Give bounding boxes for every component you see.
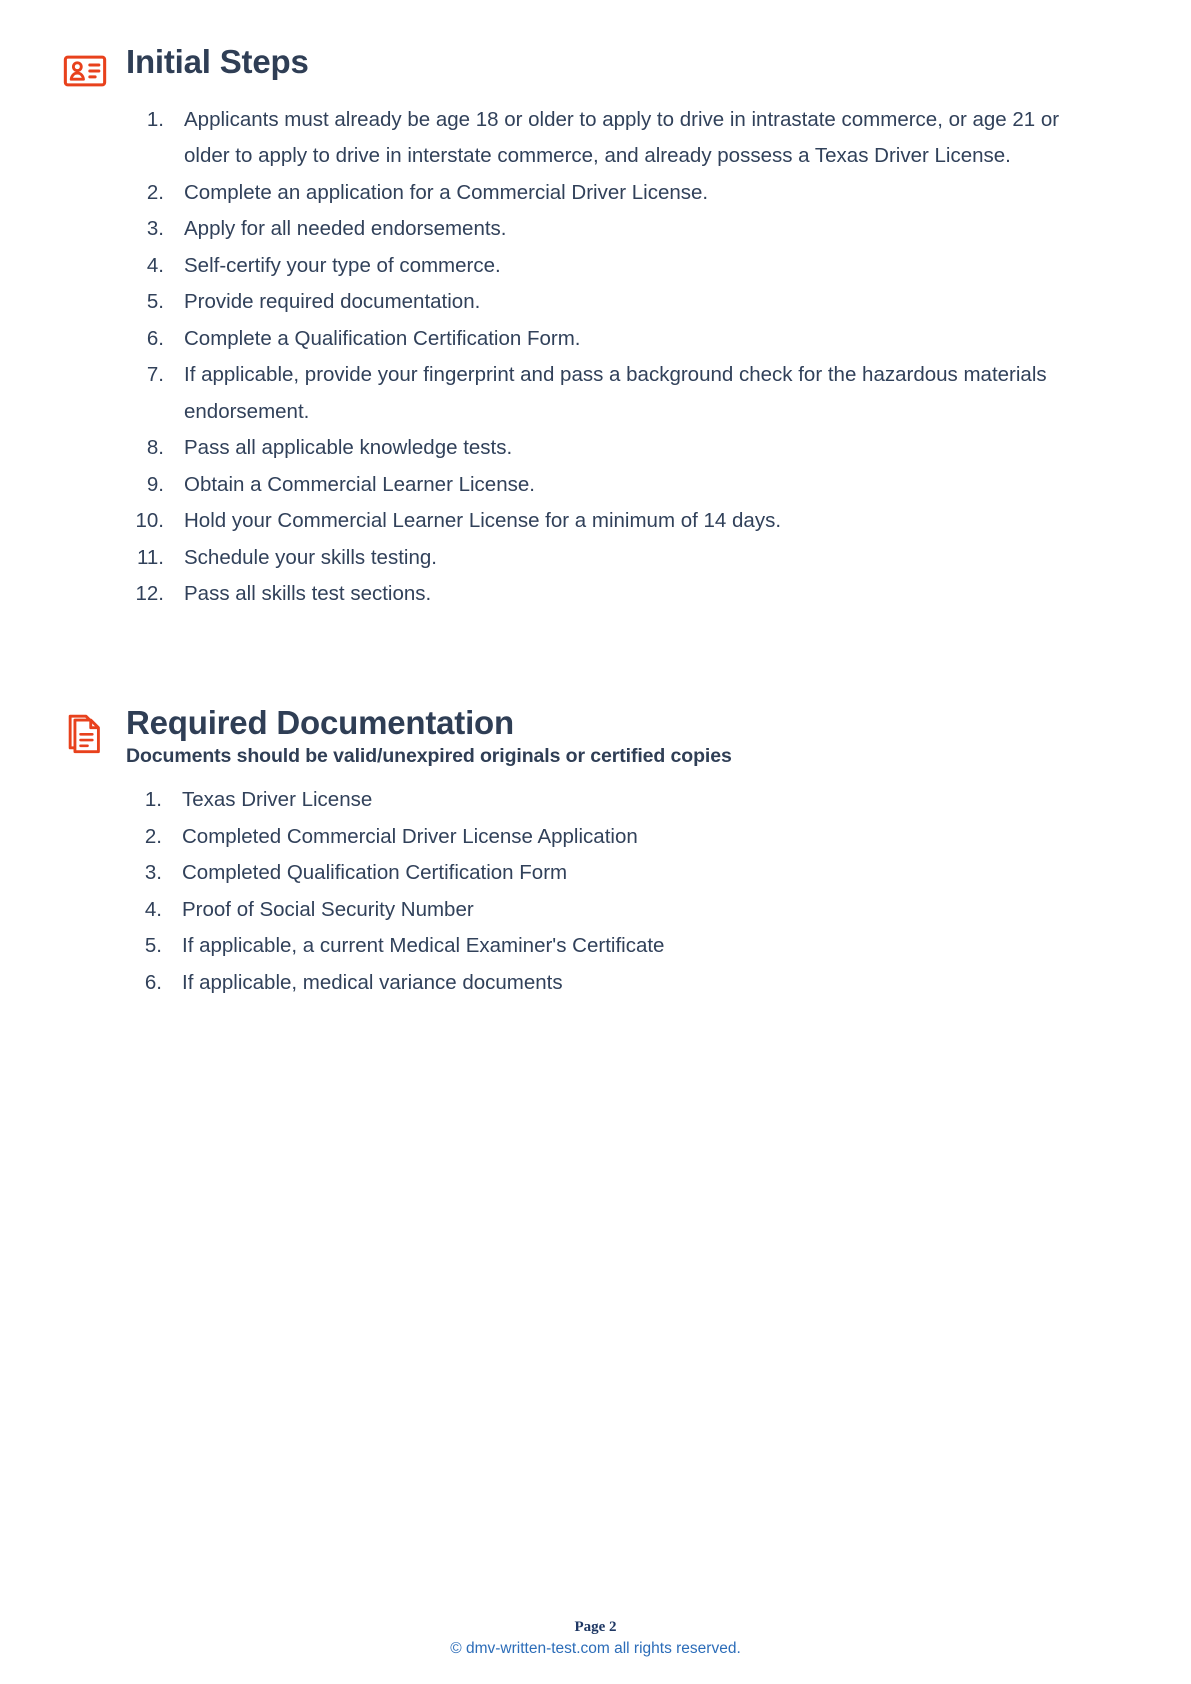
list-item: Complete an application for a Commercial Driver License. [184, 180, 709, 204]
page-title-required-documentation: Required Documentation [126, 703, 514, 741]
list-item: Apply for all needed endorsements. [184, 217, 507, 241]
list-item: Complete a Qualification Certification Form. [184, 326, 581, 350]
list-item: Pass all applicable knowledge tests. [184, 436, 513, 460]
list-container-required-documentation [0, 782, 1060, 1001]
list-item: Completed Qualification Certification Form [182, 861, 568, 885]
section-initial-steps [0, 0, 1191, 613]
list-item: Hold your Commercial Learner License for a minimum of 14 days. [184, 509, 782, 533]
list-container-initial-steps [0, 102, 1060, 613]
page-title-initial-steps: Initial Steps [126, 43, 309, 80]
heading-block-required-documentation [126, 705, 1191, 768]
list-item: If applicable, a current Medical Examiner's Certificate [182, 934, 665, 958]
section-required-documentation [0, 613, 1191, 1001]
section-header-initial-steps [0, 44, 1191, 94]
section-header-required-documentation [0, 705, 1191, 768]
list-item: If applicable, medical variance documents [182, 970, 563, 994]
list-item: Pass all skills test sections. [184, 582, 432, 606]
required-documentation-list [0, 782, 1060, 1001]
page-footer [0, 1617, 1191, 1660]
footer-copyright: © dmv-written-test.com all rights reserved. [450, 1640, 741, 1658]
initial-steps-list [0, 102, 1060, 613]
heading-block-initial-steps [126, 44, 1191, 81]
list-item: Self-certify your type of commerce. [184, 253, 501, 277]
list-item: Texas Driver License [182, 788, 373, 812]
list-item: Provide required documentation. [184, 290, 481, 314]
id-card-icon [62, 48, 108, 94]
list-item: Proof of Social Security Number [182, 897, 474, 921]
list-item: Completed Commercial Driver License Application [182, 824, 638, 848]
section-subtitle-required-documentation: Documents should be valid/unexpired originals or certified copies [126, 744, 732, 767]
list-item: If applicable, provide your fingerprint and pass a background check for the hazardous materials endorsement. [184, 363, 1047, 423]
list-item: Obtain a Commercial Learner License. [184, 472, 535, 496]
list-item: Schedule your skills testing. [184, 545, 437, 569]
list-item: Applicants must already be age 18 or older to apply to drive in intrastate commerce, or age 21 or older to apply to drive in interstate commerce, and already possess a Texas Driver License. [184, 108, 1060, 168]
page-number: Page 2 [574, 1618, 617, 1635]
document-icon [62, 709, 108, 755]
